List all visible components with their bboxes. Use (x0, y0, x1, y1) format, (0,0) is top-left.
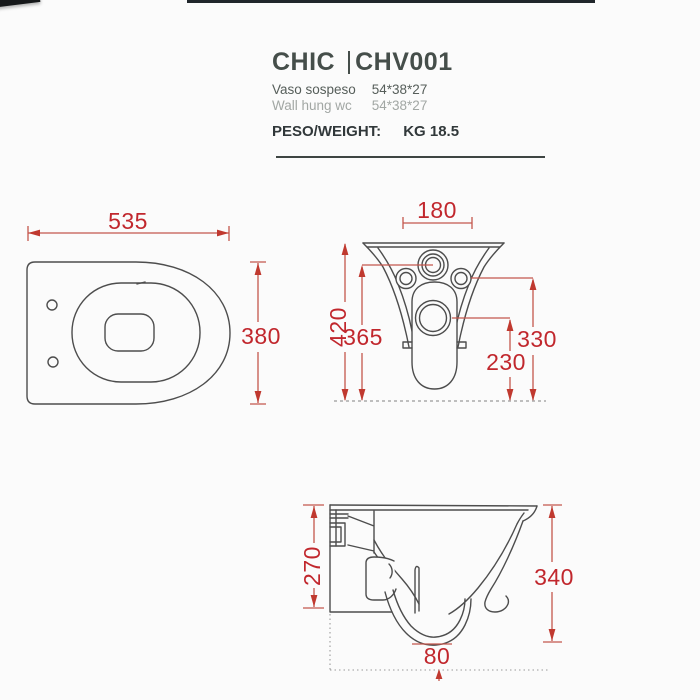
product-size-en: 54*38*27 (371, 98, 428, 113)
rear-fixing-height-dimension (471, 278, 557, 401)
side-view-drawing (299, 505, 574, 681)
weight-label: PESO/WEIGHT: (272, 123, 382, 140)
model-code: CHV001 (355, 48, 453, 76)
rear-overall-height-label: 420 (325, 307, 351, 347)
side-top-edge (330, 505, 537, 510)
side-rim-lip (523, 506, 537, 521)
rear-fixing-spacing-label: 180 (417, 197, 457, 223)
side-front-height-label: 340 (534, 564, 574, 590)
side-front-height-dimension (534, 505, 574, 642)
side-outlet-spigot (366, 557, 396, 600)
plan-depth-label: 380 (241, 323, 281, 349)
rear-view-drawing (325, 197, 557, 401)
product-name-it: Vaso sospeso (272, 82, 356, 97)
rear-fixing-hole-left (396, 269, 416, 289)
plan-outlet-opening (105, 314, 154, 351)
plan-fixing-hole-top (47, 300, 57, 310)
side-rear-height-label: 270 (299, 546, 325, 586)
plan-width-label: 535 (108, 208, 148, 234)
side-bottom-offset-dimension (412, 643, 452, 681)
side-front-outline (485, 521, 523, 612)
plan-depth-dimension (241, 262, 281, 404)
plan-view-drawing (27, 208, 281, 404)
rear-overall-height-dimension (325, 243, 351, 401)
rear-inlet-height-label: 365 (343, 324, 383, 350)
rear-fixing-height-label: 330 (517, 326, 557, 352)
rear-outlet-height-dimension (452, 318, 526, 401)
product-size-it: 54*38*27 (371, 82, 428, 97)
side-inlet-bracket (330, 523, 345, 546)
side-weir-slot (415, 566, 419, 613)
side-rear-height-dimension (299, 505, 325, 608)
rear-fixing-hole-right (451, 269, 471, 289)
product-name-en: Wall hung wc (272, 98, 352, 113)
rear-top-edge (363, 243, 504, 247)
rear-fixing-spacing-dimension (403, 197, 472, 229)
side-bottom-offset-label: 80 (423, 643, 451, 669)
brand-name: CHIC (272, 48, 336, 76)
rear-inner-left (378, 248, 412, 331)
rear-outlet-circle (416, 301, 451, 336)
plan-fixing-hole-bottom (48, 357, 58, 367)
plan-width-dimension (28, 208, 229, 241)
plan-seat-rim (72, 283, 200, 382)
weight-value: KG 18.5 (403, 123, 460, 140)
rear-outlet-height-label: 230 (486, 349, 526, 375)
